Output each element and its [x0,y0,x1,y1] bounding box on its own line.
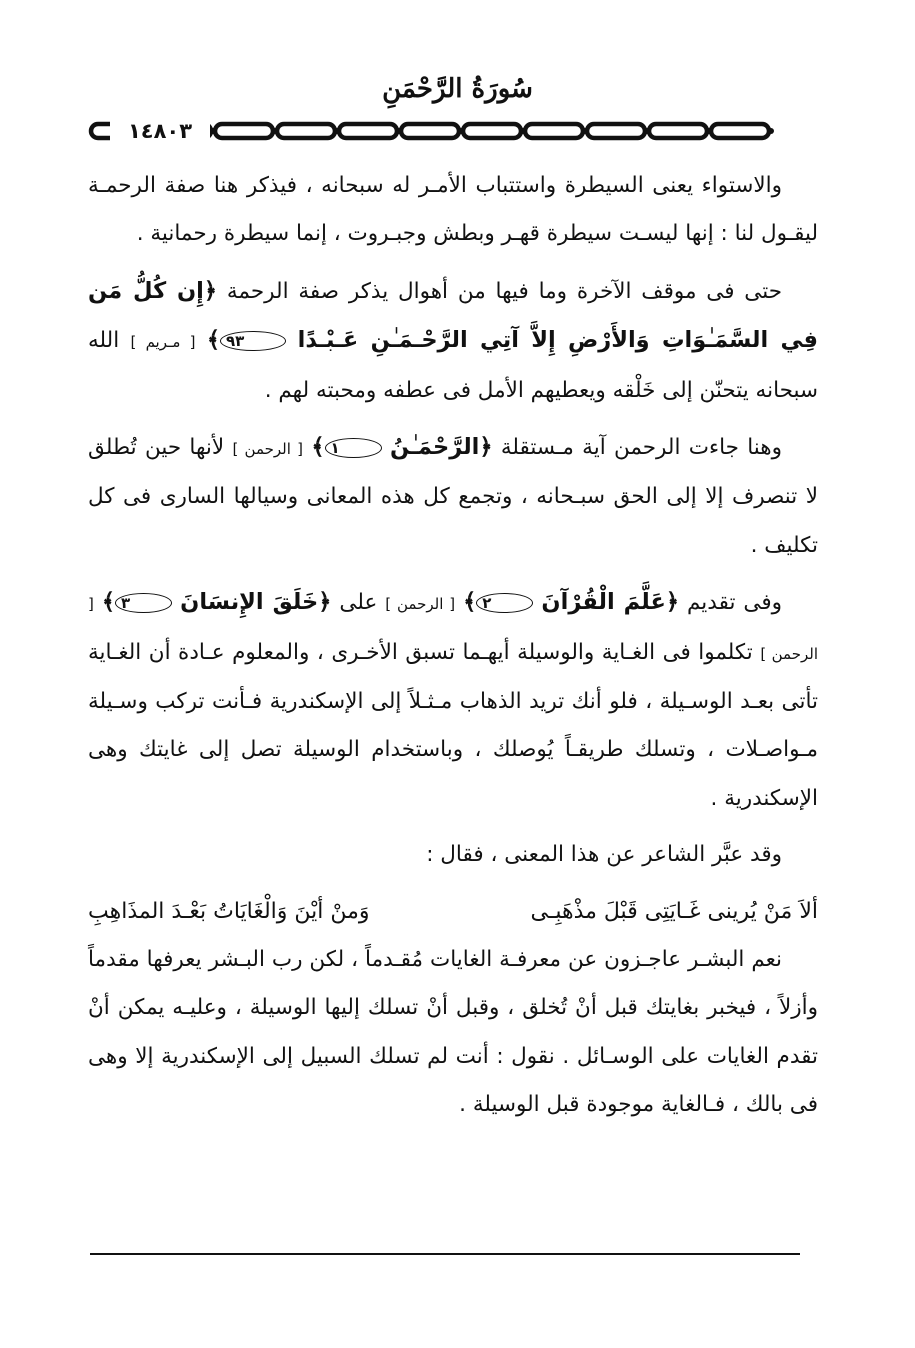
surah-reference: [ الرحمن ] [88,595,818,663]
quran-verse-maryam-93: ﴿إِن كُلُّ مَن فِي السَّمَـٰوَاتِ وَالأَرْضِ إِلاَّ آتِي الرَّحْـمَـٰنِ عَـبْـدًا [88,277,819,354]
paragraph-5: وقد عبَّر الشاعر عن هذا المعنى ، فقال : [426,842,782,868]
surah-reference: [ مـريم ] [130,333,196,352]
paragraph-4-connector: على [339,590,378,616]
chain-link [711,124,769,138]
surah-reference: [ الرحمن ] [232,440,303,459]
chain-dot [768,128,774,134]
ayah-number-marker: ٣ [115,593,172,613]
ayah-number-marker: ١ [325,438,382,458]
poetry-verse [88,888,818,936]
chain-link [525,124,583,138]
quran-verse-rahman-1: ﴿الرَّحْمَـٰنُ [389,434,493,461]
surah-title: سُورَةُ الرَّحْمَنِ [382,74,533,104]
paragraph-3-text-a: وهنا جاءت الرحمن آية مـستقلة [500,435,782,461]
chain-link [339,124,397,138]
chain-link [215,124,273,138]
chain-link [587,124,645,138]
quran-bracket-close: ﴾ [206,327,221,354]
surah-reference: [ الرحمن ] [385,595,456,614]
paragraph-3-text-b: لأنها حين تُطلق لا تنصرف إلا إلى الحق سبـحانه ، وتجمع كل هذه المعانى وسيالها السارى فى كل تكليف . [88,435,818,558]
ayah-number-marker: ٢ [476,593,533,613]
page-number: ١٤٨٠٣ [110,116,210,146]
chain-link [401,124,459,138]
poetry-verse-second-hemistich: وَمنْ أيْنَ وَالْغَايَاتُ بَعْـدَ المذَاهِبِ [88,898,370,924]
ayah-number-marker: ٩٣ [220,331,286,351]
paragraph-4-text-b: تكلموا فى الغـاية والوسيلة أيهـما تسبق الأخـرى ، والمعلوم عـادة أن الغـاية تأتى بعـد الوسـيلة ، فلو أنك تريد الذهاب مـثـلاً إلى الإسكندرية فـأنت تركب وسـيلة مـواصـلات ، وتسلك طريقـاً يُوصلك ، وباستخدام الوسيلة تصل إلى غايتك وهى الإسكندرية . [88,639,818,811]
quran-bracket-close: ﴾ [311,434,325,461]
paragraph-4 [88,578,818,823]
page-body [88,162,818,1129]
chain-link [277,124,335,138]
paragraph-4-text-a: وفى تقديم [687,590,782,616]
paragraph-1: والاستواء يعنى السيطرة واستتباب الأمـر له سبحانه ، فيذكر هنا صفة الرحمـة ليقـول لنا : إنها ليسـت سيطرة قهـر وبطش وجبـروت ، إنما سيطرة رحمانية . [88,173,818,247]
paragraph-3 [88,423,818,570]
quran-verse-rahman-3: ﴿خَلَقَ الإِنسَانَ [180,589,332,616]
quran-bracket-close: ﴾ [463,589,477,616]
paragraph-6: نعم البشـر عاجـزون عن معرفـة الغايات مُقـدماً ، لكن رب البـشر يعرفها مقدماً وأزلاً ، فيخبر بغايتك قبل أنْ تُخلق ، وقبل أنْ تسلك إليها الوسيلة ، وعليـه يمكن أنْ تقدم الغايات على الوسـائل . نقول : أنت لم تسلك السبيل إلى الإسكندرية إلا وهى فى بالك ، فـالغاية موجودة قبل الوسيلة . [88,946,818,1117]
paragraph-2-text-a: حتى فى موقف الآخرة وما فيها من أهوال يذكر صفة الرحمة [226,278,782,304]
chain-link [463,124,521,138]
footer-divider [90,1253,800,1255]
quran-verse-rahman-2: ﴿عَلَّمَ الْقُرْآنَ [541,589,680,616]
poetry-verse-first-hemistich: ألاَ مَنْ يُرينى غَـايَتِى قَبْلَ مذْهَبِـى [530,898,818,924]
chain-link [649,124,707,138]
paragraph-2 [88,267,818,415]
quran-bracket-close: ﴾ [101,589,116,616]
paragraph-2-text-b: الله سبحانه يتحنّن إلى خَلْقه ويعطيهم الأمل فى عطفه ومحبته لهم . [88,328,818,403]
